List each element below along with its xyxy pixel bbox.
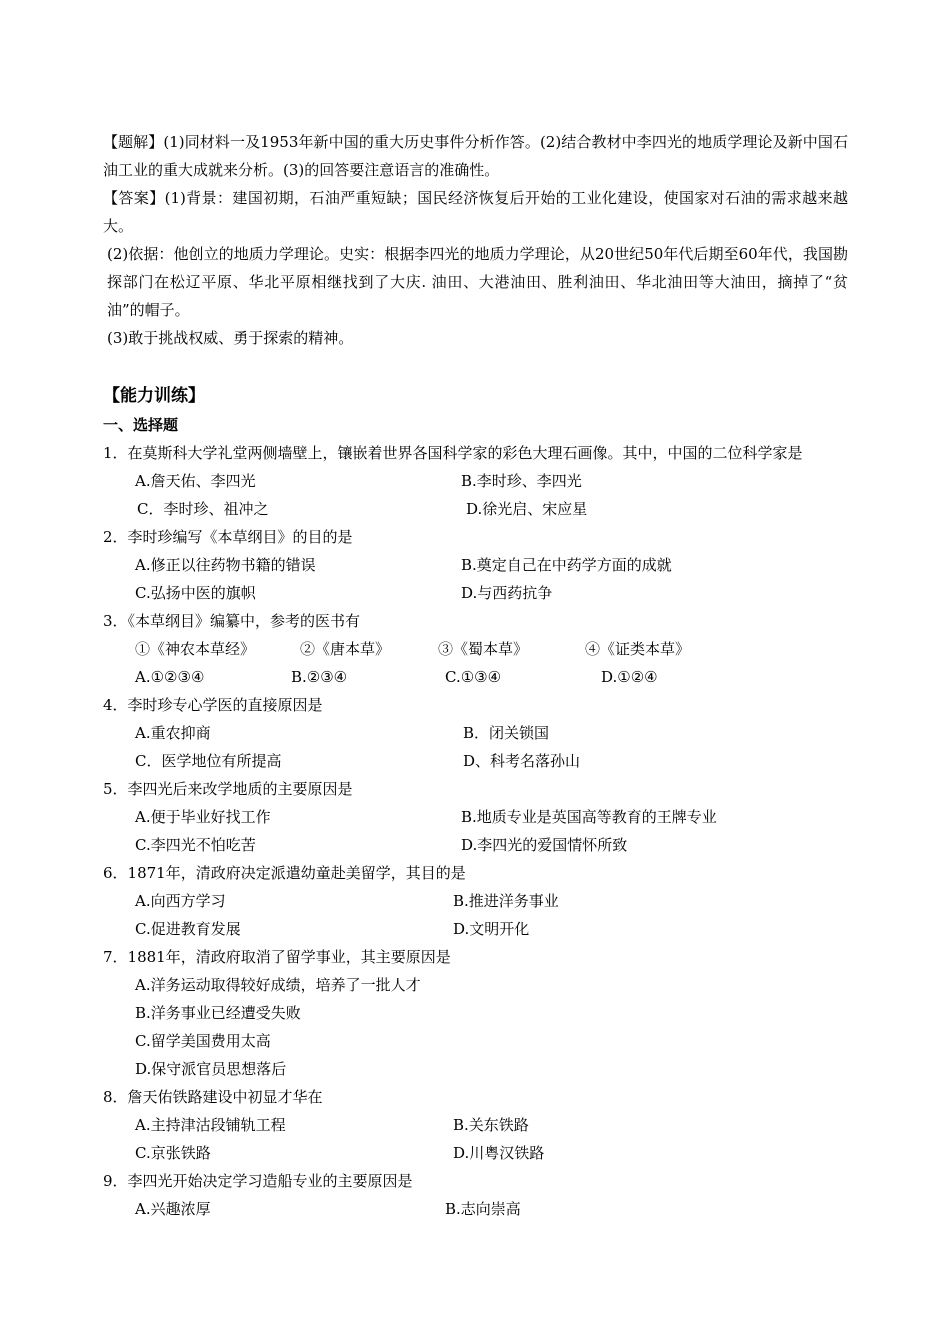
option-c: C.留学美国费用太高	[135, 1032, 271, 1050]
analysis-text: (1)同材料一及1953年新中国的重大历史事件分析作答。(2)结合教材中李四光的地质学理论及新中国石油工业的重大成就来分析。(3)的回答要注意语言的准确性。	[103, 133, 848, 179]
option-d: D.保守派官员思想落后	[135, 1060, 287, 1078]
options-row	[103, 579, 848, 607]
option-b: B.推进洋务事业	[453, 892, 559, 910]
analysis-label: 【题解】	[103, 133, 164, 151]
option-d: D.文明开化	[453, 920, 530, 938]
reference-item-4: ④《证类本草》	[585, 640, 691, 658]
option-d: D、科考名落孙山	[463, 752, 581, 770]
question-stem: 4．李时珍专心学医的直接原因是	[103, 696, 323, 714]
question-stem: 9．李四光开始决定学习造船专业的主要原因是	[103, 1172, 413, 1190]
options-row	[103, 663, 848, 691]
options-row	[103, 971, 848, 999]
option-a: A.重农抑商	[135, 724, 211, 742]
question-stem: 7．1881年，清政府取消了留学事业，其主要原因是	[103, 948, 451, 966]
options-row	[103, 1027, 848, 1055]
option-b: B.关东铁路	[453, 1116, 529, 1134]
option-a: A.詹天佑、李四光	[135, 472, 256, 490]
option-b: B.志向崇高	[445, 1200, 521, 1218]
options-row	[103, 1111, 848, 1139]
option-c: C．李时珍、祖冲之	[137, 500, 269, 518]
question-stem: 6．1871年，清政府决定派遣幼童赴美留学，其目的是	[103, 864, 466, 882]
section-title: 【能力训练】	[103, 386, 205, 406]
option-c: C.李四光不怕吃苦	[135, 836, 256, 854]
option-c: C.弘扬中医的旗帜	[135, 584, 256, 602]
analysis-paragraph	[103, 128, 848, 184]
options-row	[103, 551, 848, 579]
options-row	[103, 831, 848, 859]
question-stem: 2．李时珍编写《本草纲目》的目的是	[103, 528, 353, 546]
option-a: A.①②③④	[135, 668, 205, 686]
options-row	[103, 999, 848, 1027]
option-a: A.洋务运动取得较好成绩，培养了一批人才	[135, 976, 421, 994]
answer-paragraph-2: (2)依据：他创立的地质力学理论。史实：根据李四光的地质力学理论，从20世纪50年代后期至60年代，我国勘探部门在松辽平原、华北平原相继找到了大庆. 油田、大港油田、胜利油田、华北油田等大油田，摘掉了“贫油”的帽子。	[107, 245, 848, 319]
options-row	[103, 915, 848, 943]
reference-item-2: ②《唐本草》	[300, 640, 391, 658]
answer-paragraph-3: (3)敢于挑战权威、勇于探索的精神。	[107, 329, 354, 347]
question-stem: 5．李四光后来改学地质的主要原因是	[103, 780, 353, 798]
option-a: A.兴趣浓厚	[135, 1200, 211, 1218]
option-a: A.向西方学习	[135, 892, 226, 910]
options-row	[103, 719, 848, 747]
option-c: C.京张铁路	[135, 1144, 211, 1162]
document-page	[103, 128, 848, 1223]
answer-text-1: (1)背景：建国初期，石油严重短缺；国民经济恢复后开始的工业化建设，使国家对石油的需求越来越大。	[103, 189, 848, 235]
option-b: B．闭关锁国	[463, 724, 550, 742]
question-stem: 1．在莫斯科大学礼堂两侧墙壁上，镶嵌着世界各国科学家的彩色大理石画像。其中，中国的二位科学家是	[103, 444, 803, 462]
options-row	[103, 1055, 848, 1083]
question-stem: 8．詹天佑铁路建设中初显才华在	[103, 1088, 323, 1106]
question-stem: 3．《本草纲目》编纂中，参考的医书有	[103, 612, 361, 630]
option-b: B.②③④	[291, 668, 348, 686]
option-c: C.促进教育发展	[135, 920, 241, 938]
option-b: B.洋务事业已经遭受失败	[135, 1004, 301, 1022]
options-row	[103, 467, 848, 495]
options-row	[103, 495, 848, 523]
option-d: D.徐光启、宋应星	[466, 500, 588, 518]
option-a: A.修正以往药物书籍的错误	[135, 556, 316, 574]
option-b: B.李时珍、李四光	[461, 472, 582, 490]
option-d: D.①②④	[601, 668, 658, 686]
options-row	[103, 1195, 848, 1223]
option-b: B.奠定自己在中药学方面的成就	[461, 556, 672, 574]
options-row	[103, 887, 848, 915]
reference-item-1: ①《神农本草经》	[135, 640, 256, 658]
option-b: B.地质专业是英国高等教育的王牌专业	[461, 808, 717, 826]
reference-item-3: ③《蜀本草》	[438, 640, 529, 658]
option-d: D.与西药抗争	[461, 584, 553, 602]
section-subtitle: 一、选择题	[103, 416, 179, 434]
options-row	[103, 1139, 848, 1167]
options-row	[103, 747, 848, 775]
option-a: A.主持津沽段铺轨工程	[135, 1116, 286, 1134]
option-d: D.川粤汉铁路	[453, 1144, 545, 1162]
option-c: C.①③④	[445, 668, 502, 686]
options-row	[103, 803, 848, 831]
option-d: D.李四光的爱国情怀所致	[461, 836, 628, 854]
option-c: C．医学地位有所提高	[135, 752, 282, 770]
answer-label: 【答案】	[103, 189, 165, 207]
answer-paragraph-1	[103, 184, 848, 240]
option-a: A.便于毕业好找工作	[135, 808, 271, 826]
reference-books-row	[103, 635, 848, 663]
